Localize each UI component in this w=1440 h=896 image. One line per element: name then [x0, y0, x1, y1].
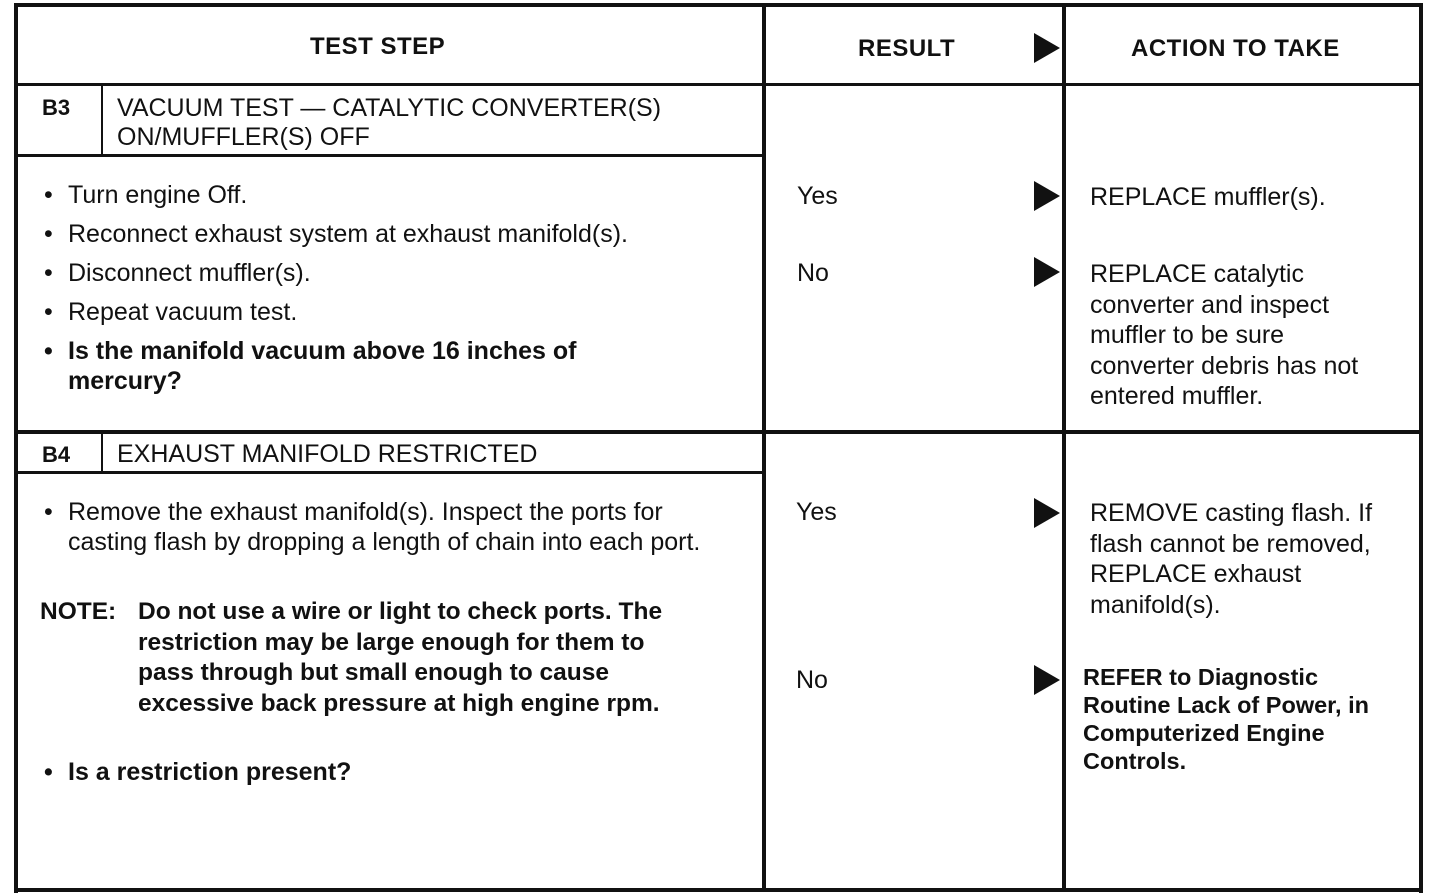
b3-action-yes: REPLACE muffler(s).	[1090, 183, 1326, 211]
b3-question: • Is the manifold vacuum above 16 inches of mercury?	[40, 336, 688, 396]
note-text: Do not use a wire or light to check ports. The restriction may be large enough for them to pass through but small enough to cause excessive back pressure at high engine rpm.	[138, 598, 663, 717]
b3-id-divider	[101, 86, 103, 154]
note-label: NOTE:	[40, 598, 117, 625]
b4-result-no: No	[796, 666, 828, 694]
table-top-border	[14, 3, 1422, 7]
b4-result-yes: Yes	[796, 498, 837, 526]
b3-bullet-list	[40, 180, 755, 396]
step-title-b3-line1: VACUUM TEST — CATALYTIC CONVERTER(S)	[117, 94, 662, 122]
b3-result-yes: Yes	[797, 182, 838, 210]
header-result: RESULT	[858, 35, 956, 62]
table-bottom-border	[14, 888, 1422, 892]
column-divider-2	[1062, 3, 1066, 891]
header-test-step: TEST STEP	[310, 33, 446, 60]
b3-bullet-2: • Reconnect exhaust system at exhaust manifold(s).	[40, 219, 755, 249]
b4-yes-arrow-icon	[1034, 498, 1060, 528]
header-arrow-icon	[1034, 33, 1060, 63]
b4-id-divider	[101, 434, 103, 472]
table-right-border	[1419, 3, 1423, 893]
b4-note	[40, 597, 740, 757]
step-id-b3: B3	[42, 95, 71, 120]
b3-result-no: No	[797, 259, 829, 287]
step-title-b4: EXHAUST MANIFOLD RESTRICTED	[117, 440, 538, 468]
b4-action-no: REFER to Diagnostic Routine Lack of Power, in Computerized Engine Controls.	[1083, 664, 1369, 774]
b4-no-arrow-icon	[1034, 665, 1060, 695]
b4-question: • Is a restriction present?	[40, 757, 755, 787]
b3-no-arrow-icon	[1034, 257, 1060, 287]
header-divider	[14, 83, 1422, 86]
b3-title-underline	[14, 154, 764, 157]
step-id-b4: B4	[42, 442, 71, 467]
b3-action-no: REPLACE catalytic converter and inspect muffler to be sure converter debris has not entered muffler.	[1090, 260, 1359, 410]
header-action: ACTION TO TAKE	[1131, 35, 1340, 62]
table-left-border	[14, 3, 18, 893]
b4-bullet-1: • Remove the exhaust manifold(s). Inspect the ports for casting flash by dropping a length of chain into each port.	[40, 497, 738, 557]
step-title-b3-line2: ON/MUFFLER(S) OFF	[117, 123, 370, 151]
b4-question-list	[40, 757, 755, 787]
step-title-b3	[117, 93, 661, 152]
column-divider-1	[762, 3, 766, 891]
b4-bullet-list	[40, 497, 755, 557]
b3-bullet-4: • Repeat vacuum test.	[40, 297, 755, 327]
b3-yes-arrow-icon	[1034, 181, 1060, 211]
section-divider	[14, 430, 1422, 434]
b3-bullet-3: • Disconnect muffler(s).	[40, 258, 755, 288]
b4-title-underline	[14, 471, 764, 474]
b4-action-yes: REMOVE casting flash. If flash cannot be removed, REPLACE exhaust manifold(s).	[1090, 499, 1373, 619]
b3-bullet-1: • Turn engine Off.	[40, 180, 755, 210]
